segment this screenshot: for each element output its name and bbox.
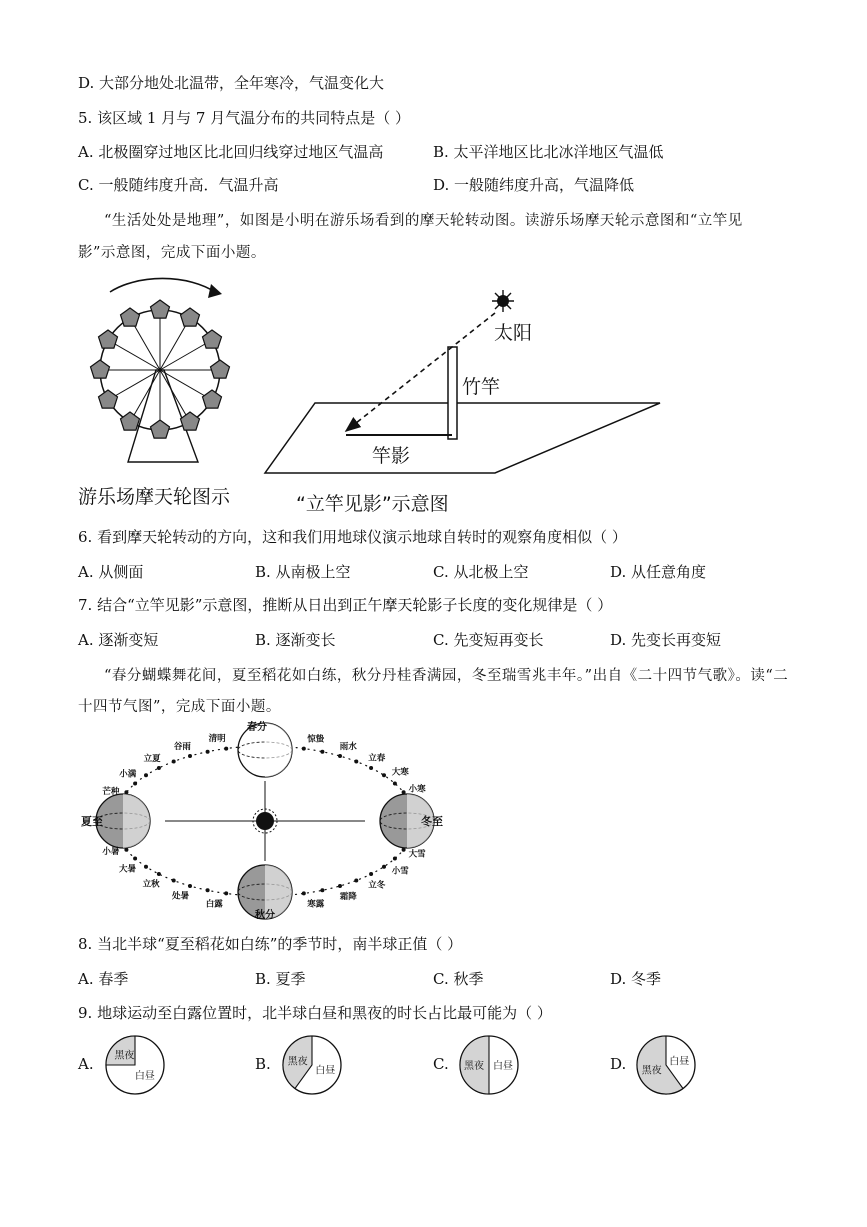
q9-option-a: A.	[78, 1055, 94, 1073]
q6-option-d: D. 从任意角度	[610, 563, 707, 581]
orbit-dot	[382, 773, 386, 777]
term-label-lower-left: 小暑	[102, 846, 120, 857]
ferris-cabin	[99, 390, 118, 408]
orbit-dot	[144, 865, 148, 869]
sun-icon	[492, 290, 514, 312]
term-label-upper-right: 小寒	[408, 784, 426, 795]
ferris-spoke	[160, 340, 212, 370]
q6-stem: 6. 看到摩天轮转动的方向，这和我们用地球仪演示地球自转时的观察角度相似（ ）	[78, 528, 627, 546]
orbit-dot	[302, 891, 306, 895]
ferris-spoke	[108, 340, 160, 370]
pole-label: 竹竿	[462, 376, 501, 398]
orbit-dot	[302, 747, 306, 751]
pie-option-c	[457, 1033, 521, 1097]
q9-option-b: B.	[255, 1055, 271, 1073]
q4-option-d: D. 大部分地处北温带，全年寒冷，气温变化大	[78, 74, 385, 92]
term-label-lower-left: 处暑	[171, 891, 190, 902]
q8-option-d: D. 冬季	[610, 970, 662, 988]
q9-stem: 9. 地球运动至白露位置时，北半球白昼和黑夜的时长占比最可能为（ ）	[78, 1004, 552, 1022]
orbit-dot	[157, 872, 161, 876]
orbit-dot	[338, 884, 342, 888]
orbit-dot	[338, 754, 342, 758]
term-label-upper-right: 立春	[368, 753, 386, 764]
ferris-cabin	[121, 412, 140, 430]
orbit-dot	[369, 872, 373, 876]
orbit-dot	[206, 750, 210, 754]
label-autumn: 秋分	[255, 910, 275, 921]
bamboo-pole	[448, 347, 457, 439]
q5-option-a: A. 北极圈穿过地区比北回归线穿过地区气温高	[78, 143, 384, 161]
orbit-dot	[320, 750, 324, 754]
sun-icon	[256, 812, 274, 830]
ferris-wheel-figure	[80, 270, 260, 470]
shadow-caption: “立竿见影”示意图	[296, 493, 449, 515]
q8-stem: 8. 当北半球“夏至稻花如白练”的季节时，南半球正值（ ）	[78, 935, 463, 953]
term-label-upper-left: 立夏	[143, 753, 161, 764]
ferris-cabin	[99, 330, 118, 348]
q5-option-c: C. 一般随纬度升高．气温升高	[78, 176, 279, 194]
term-label-lower-left: 白露	[205, 899, 223, 910]
ferris-cabin	[203, 390, 222, 408]
pie-day-label: 白昼	[493, 1061, 513, 1072]
q6-option-a: A. 从侧面	[78, 563, 144, 581]
q9-option-d: D.	[610, 1055, 627, 1073]
label-winter: 冬至	[421, 815, 443, 828]
term-label-upper-left: 芒种	[102, 787, 120, 798]
q5-stem: 5. 该区域 1 月与 7 月气温分布的共同特点是（ ）	[78, 109, 411, 127]
term-label-upper-right: 惊蛰	[307, 734, 325, 745]
orbit-dot	[393, 857, 397, 861]
orbit-dot	[206, 888, 210, 892]
q6-option-b: B. 从南极上空	[255, 563, 351, 581]
term-label-upper-left: 谷雨	[173, 741, 191, 752]
term-label-upper-left: 小满	[119, 769, 137, 780]
label-spring: 春分	[247, 722, 267, 733]
term-label-lower-right: 大雪	[408, 849, 426, 860]
ferris-cabin	[91, 360, 110, 378]
pie-option-a	[103, 1033, 167, 1097]
orbit-dot	[320, 888, 324, 892]
ferris-cabin	[151, 300, 170, 318]
pie-night-label: 黑夜	[287, 1056, 308, 1068]
orbit-dot	[133, 782, 137, 786]
q8-option-a: A. 春季	[78, 970, 129, 988]
q8-option-b: B. 夏季	[255, 970, 306, 988]
term-label-lower-right: 霜降	[339, 892, 357, 902]
orbit-dot	[157, 766, 161, 770]
q9-option-c: C.	[433, 1055, 449, 1073]
ferris-caption: 游乐场摩天轮图示	[78, 486, 231, 508]
ferris-cabin	[121, 308, 140, 326]
term-label-lower-left: 立秋	[142, 879, 160, 890]
rotation-arc	[110, 278, 215, 292]
earth-spring-lit-side	[265, 723, 292, 777]
term-label-lower-right: 小雪	[391, 866, 409, 877]
q7-option-a: A. 逐渐变短	[78, 631, 159, 649]
orbit-dot	[188, 884, 192, 888]
q7-option-c: C. 先变短再变长	[433, 631, 544, 649]
ferris-cabin	[203, 330, 222, 348]
pie-night-label: 黑夜	[114, 1050, 135, 1062]
ferris-cabin	[211, 360, 230, 378]
pie-option-b	[280, 1033, 344, 1097]
intro1-line1: “生活处处是地理”，如图是小明在游乐场看到的摩天轮转动图。读游乐场摩天轮示意图和“立竿见	[104, 213, 743, 229]
orbit-dot	[172, 879, 176, 883]
orbit-dot	[369, 766, 373, 770]
orbit-dot	[144, 773, 148, 777]
q5-option-d: D. 一般随纬度升高，气温降低	[433, 176, 635, 194]
q7-option-d: D. 先变长再变短	[610, 631, 722, 649]
q5-option-b: B. 太平洋地区比北冰洋地区气温低	[433, 143, 664, 161]
pie-night-label: 黑夜	[641, 1065, 662, 1077]
ferris-cabin	[181, 412, 200, 430]
pie-option-d	[634, 1033, 698, 1097]
ferris-cabin	[181, 308, 200, 326]
ground-plane	[265, 403, 660, 473]
orbit-dot	[133, 857, 137, 861]
orbit-dot	[224, 891, 228, 895]
pie-night-label: 黑夜	[464, 1061, 484, 1072]
label-summer: 夏至	[81, 815, 103, 828]
intro1-line2: 影”示意图，完成下面小题。	[78, 245, 266, 261]
solar-terms-figure	[80, 718, 450, 923]
term-label-lower-left: 大暑	[118, 864, 137, 875]
q6-option-c: C. 从北极上空	[433, 563, 529, 581]
q7-option-b: B. 逐渐变长	[255, 631, 336, 649]
intro2-line1: “春分蝴蝶舞花间，夏至稻花如白练，秋分丹桂香满园，冬至瑞雪兆丰年。”出自《二十四节气歌》。读“二	[104, 668, 789, 684]
pie-day-label: 白昼	[134, 1070, 155, 1082]
q7-stem: 7. 结合“立竿见影”示意图，推断从日出到正午摩天轮影子长度的变化规律是（ ）	[78, 596, 613, 614]
orbit-dot	[188, 754, 192, 758]
shadow-label: 竿影	[372, 445, 411, 467]
pie-day-label: 白昼	[315, 1065, 336, 1077]
rotation-arrow-icon	[208, 284, 222, 298]
term-label-lower-right: 立冬	[368, 880, 386, 891]
orbit-dot	[172, 760, 176, 764]
pie-day-label: 白昼	[669, 1056, 690, 1068]
earth-summer-lit-side	[123, 794, 150, 848]
term-label-upper-right: 大寒	[391, 767, 409, 778]
sun-label: 太阳	[494, 322, 533, 344]
orbit-dot	[354, 760, 358, 764]
term-label-upper-left: 清明	[208, 733, 226, 744]
term-label-lower-right: 寒露	[307, 899, 325, 910]
q8-option-c: C. 秋季	[433, 970, 484, 988]
orbit-dot	[382, 865, 386, 869]
intro2-line2: 十四节气图”，完成下面小题。	[78, 699, 281, 715]
orbit-dot	[224, 747, 228, 751]
term-label-upper-right: 雨水	[339, 742, 357, 752]
orbit-dot	[354, 879, 358, 883]
orbit-dot	[393, 782, 397, 786]
